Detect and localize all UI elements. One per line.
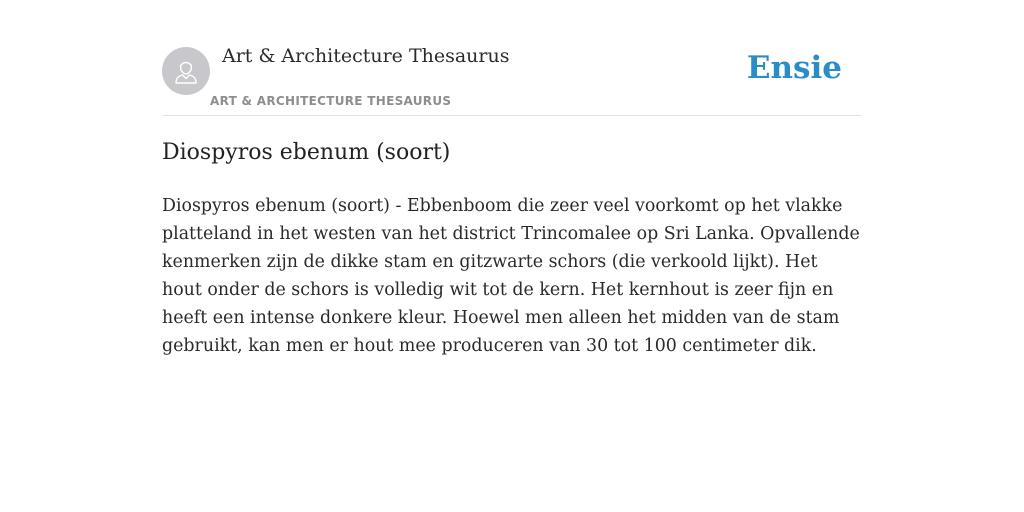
entry-header bbox=[162, 0, 862, 116]
author-subtitle: ART & ARCHITECTURE THESAURUS bbox=[210, 94, 452, 108]
ensie-logo[interactable]: Ensie bbox=[746, 50, 842, 86]
author-avatar[interactable] bbox=[162, 47, 210, 95]
user-silhouette-icon bbox=[162, 47, 210, 95]
entry-title: Diospyros ebenum (soort) bbox=[162, 140, 451, 165]
entry-card bbox=[162, 0, 862, 356]
entry-body: Diospyros ebenum (soort) - Ebbenboom die zeer veel voorkomt op het vlakke platteland in het westen van het district Trincomalee op Sri Lanka. Opvallende kenmerken zijn de dikke stam en gitzwarte schors (die verkoold lijkt). Het hout onder de schors is volledig wit tot de kern. Het kernhout is zeer fijn en heeft een intense donkere kleur. Hoewel men alleen het midden van de stam gebruikt, kan men er hout mee produceren van 30 tot 100 centimeter dik. bbox=[162, 196, 860, 356]
author-name[interactable]: Art & Architecture Thesaurus bbox=[222, 45, 510, 67]
